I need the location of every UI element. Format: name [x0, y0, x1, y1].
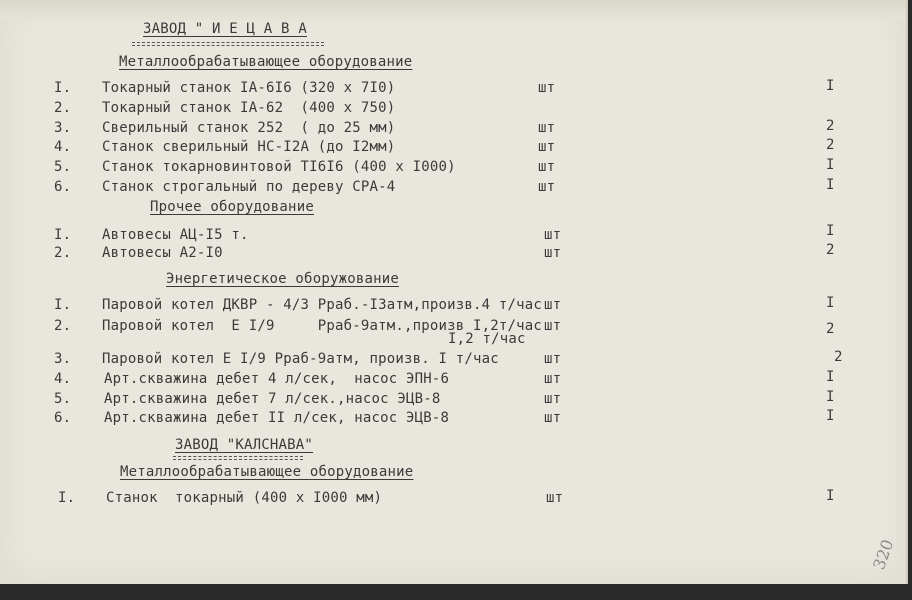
- row-number: 2.: [54, 245, 72, 261]
- section-heading: Прочее оборудование: [150, 199, 314, 215]
- row-description-continuation: I,2 т/час: [448, 331, 526, 347]
- row-number: I.: [54, 227, 72, 243]
- row-description: Сверильный станок 252 ( до 25 мм): [102, 120, 396, 136]
- row-unit: шт: [544, 391, 562, 407]
- row-quantity: I: [826, 223, 835, 239]
- row-unit: шт: [544, 227, 562, 243]
- row-number: 5.: [54, 159, 72, 175]
- row-unit: шт: [544, 297, 562, 313]
- title-double-underline: [173, 456, 303, 460]
- row-description: Арт.скважина дебет 4 л/сек, насос ЭПН-6: [104, 371, 450, 387]
- row-description: Токарный станок IA-62 (400 х 750): [102, 100, 396, 116]
- row-number: 4.: [54, 139, 72, 155]
- row-unit: шт: [538, 159, 556, 175]
- row-number: 4.: [54, 371, 72, 387]
- row-number: I.: [54, 80, 72, 96]
- factory-title: ЗАВОД " И Е Ц А В А: [143, 21, 307, 37]
- row-description: Арт.скважина дебет II л/сек, насос ЭЦВ-8: [104, 410, 450, 426]
- row-description: Станок строгальный по дереву СРА-4: [102, 179, 396, 195]
- row-unit: шт: [538, 120, 556, 136]
- row-unit: шт: [544, 318, 562, 334]
- row-quantity: I: [826, 295, 835, 311]
- row-description: Паровой котел Е I/9 Рраб-9атм, произв. I т/час: [102, 351, 499, 367]
- row-description: Паровой котел ДКВР - 4/3 Рраб.-I3атм,произв.4 т/час: [102, 297, 543, 313]
- page-edge: [0, 0, 906, 20]
- row-quantity: I: [826, 157, 835, 173]
- row-description: Токарный станок IA-6I6 (320 х 7I0): [102, 80, 396, 96]
- row-quantity: I: [826, 408, 835, 424]
- row-number: 6.: [54, 179, 72, 195]
- margin-page-note: 320: [869, 536, 898, 573]
- title-double-underline: [132, 42, 324, 46]
- row-quantity: 2: [826, 137, 835, 153]
- row-description: Станок токарный (400 х I000 мм): [106, 490, 383, 506]
- row-unit: шт: [544, 351, 562, 367]
- row-number: 3.: [54, 120, 72, 136]
- row-unit: шт: [544, 371, 562, 387]
- row-description: Арт.скважина дебет 7 л/сек.,насос ЭЦВ-8: [104, 391, 441, 407]
- row-description: Автовесы АЦ-I5 т.: [102, 227, 249, 243]
- row-unit: шт: [546, 490, 564, 506]
- row-number: I.: [54, 297, 72, 313]
- factory-title: ЗАВОД "КАЛСНАВА": [175, 437, 314, 453]
- row-number: 6.: [54, 410, 72, 426]
- row-unit: шт: [538, 80, 556, 96]
- row-quantity: I: [826, 177, 835, 193]
- row-quantity: I: [826, 369, 835, 385]
- row-quantity: I: [826, 389, 835, 405]
- row-number: I.: [58, 490, 76, 506]
- row-description: Паровой котел Е I/9 Рраб-9атм.,произв I,2т/час: [102, 318, 543, 334]
- row-description: Станок сверильный НС-I2A (до I2мм): [102, 139, 396, 155]
- row-number: 5.: [54, 391, 72, 407]
- row-quantity: I: [826, 78, 835, 94]
- row-number: 3.: [54, 351, 72, 367]
- section-heading: Энергетическое оборужование: [166, 271, 399, 287]
- row-number: 2.: [54, 100, 72, 116]
- row-quantity: I: [826, 488, 835, 504]
- row-quantity: 2: [826, 118, 835, 134]
- row-unit: шт: [538, 139, 556, 155]
- row-quantity: 2: [826, 242, 835, 258]
- row-description: Станок токарновинтовой TI6I6 (400 х I000): [102, 159, 456, 175]
- row-number: 2.: [54, 318, 72, 334]
- section-heading: Металлообрабатывающее оборудование: [119, 54, 413, 70]
- row-unit: шт: [544, 410, 562, 426]
- section-heading: Металлообрабатывающее оборудование: [120, 464, 414, 480]
- row-quantity: 2: [834, 349, 843, 365]
- row-quantity: 2: [826, 321, 835, 337]
- row-unit: шт: [538, 179, 556, 195]
- row-unit: шт: [544, 245, 562, 261]
- row-description: Автовесы А2-I0: [102, 245, 223, 261]
